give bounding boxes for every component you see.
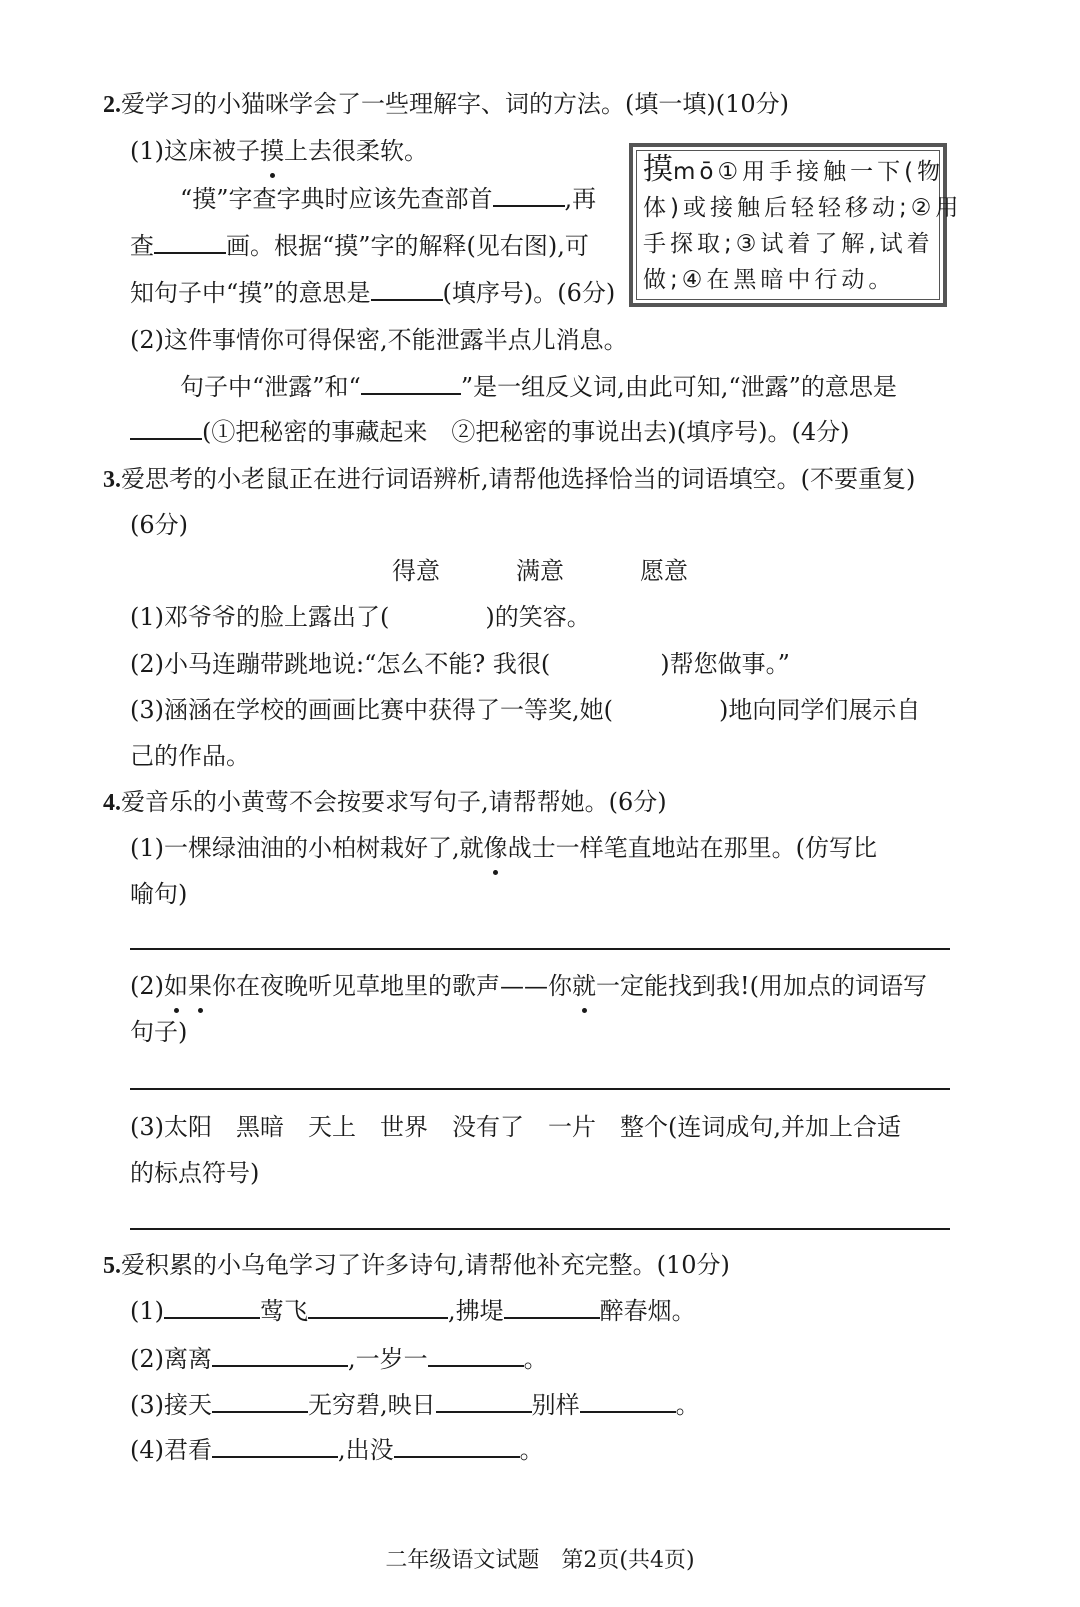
answer-blank[interactable] [154,232,226,254]
q4-item-2-cont: 句子) [130,1018,188,1046]
answer-blank[interactable] [371,279,443,301]
answer-line[interactable] [130,948,950,950]
q2-s2-line2: (①把秘密的事藏起来 ②把秘密的事说出去)(填序号)。(4分) [130,415,849,449]
answer-blank[interactable] [130,418,202,440]
emphasis-dot-char: 就 [572,969,596,1003]
q2-sentence-2: (2)这件事情你可得保密,不能泄露半点儿消息。 [130,326,628,354]
answer-blank[interactable] [504,1297,600,1319]
q2-title: 2.爱学习的小猫咪学会了一些理解字、词的方法。(填一填)(10分) [103,90,789,118]
answer-blank[interactable] [164,1297,260,1319]
q2-sentence-1: (1)这床被子摸上去很柔软。 [130,134,428,168]
answer-blank[interactable] [580,1391,676,1413]
page-footer: 二年级语文试题 第2页(共4页) [385,1548,695,1573]
answer-line[interactable] [130,1088,950,1090]
emphasis-dot-char: 像 [484,831,508,865]
answer-blank[interactable] [493,185,565,207]
q3-title: 3.爱思考的小老鼠正在进行词语辨析,请帮他选择恰当的词语填空。(不要重复) [103,465,916,493]
q2-s1-line2: 查 画。根据“摸”字的解释(见右图),可 [130,232,589,260]
emphasis-dot-char: 摸 [260,134,284,168]
emphasis-dot-char: 如 [164,969,188,1003]
answer-line[interactable] [130,1228,950,1230]
q4-item-1-cont: 喻句) [130,880,188,908]
answer-blank[interactable] [394,1436,520,1458]
q4-item-3-cont: 的标点符号) [130,1159,260,1187]
q5-poem-4: (4)君看 ,出没 。 [130,1436,544,1464]
answer-blank[interactable] [212,1345,348,1367]
q5-poem-3: (3)接天 无穷碧,映日 别样 。 [130,1391,700,1419]
answer-blank[interactable] [212,1391,308,1413]
q5-poem-2: (2)离离 ,一岁一 。 [130,1345,548,1373]
q2-s2-line1: 句子中“泄露”和“ ”是一组反义词,由此可知,“泄露”的意思是 [180,373,897,401]
q5-poem-1: (1) 莺飞 ,拂堤 醉春烟。 [130,1297,696,1325]
emphasis-dot-char: 果 [188,969,212,1003]
answer-blank[interactable] [308,1297,448,1319]
q3-score: (6分) [130,511,188,539]
answer-blank[interactable] [428,1345,524,1367]
q2-s1-line1: “摸”字查字典时应该先查部首 ,再 [180,185,597,213]
q4-title: 4.爱音乐的小黄莺不会按要求写句子,请帮帮她。(6分) [103,788,667,816]
q3-item-1: (1)邓爷爷的脸上露出了( )的笑容。 [130,603,591,631]
answer-blank[interactable] [436,1391,532,1413]
q3-word-bank: 得意 满意 愿意 [392,557,688,585]
q4-item-1: (1)一棵绿油油的小柏树栽好了,就像战士一样笔直地站在那里。(仿写比 [130,831,877,865]
q4-item-2: (2)如果你在夜晚听见草地里的歌声——你就一定能找到我!(用加点的词语写 [130,969,927,1003]
q4-item-3: (3)太阳 黑暗 天上 世界 没有了 一片 整个(连词成句,并加上合适 [130,1113,901,1141]
q3-item-3: (3)涵涵在学校的画画比赛中获得了一等奖,她( )地向同学们展示自 [130,696,921,724]
q2-s1-line3: 知句子中“摸”的意思是 (填序号)。(6分) [130,279,616,307]
q3-item-3-cont: 己的作品。 [130,742,250,770]
answer-blank[interactable] [212,1436,338,1458]
q3-item-2: (2)小马连蹦带跳地说:“怎么不能? 我很( )帮您做事。” [130,650,790,678]
dictionary-entry-box: 摸mō①用手接触一下(物 体)或接触后轻轻移动;②用 手探取;③试着了解,试着 做;④在黑暗中行动。 [629,143,947,307]
answer-blank[interactable] [361,373,461,395]
q5-title: 5.爱积累的小乌龟学习了许多诗句,请帮他补充完整。(10分) [103,1251,730,1279]
